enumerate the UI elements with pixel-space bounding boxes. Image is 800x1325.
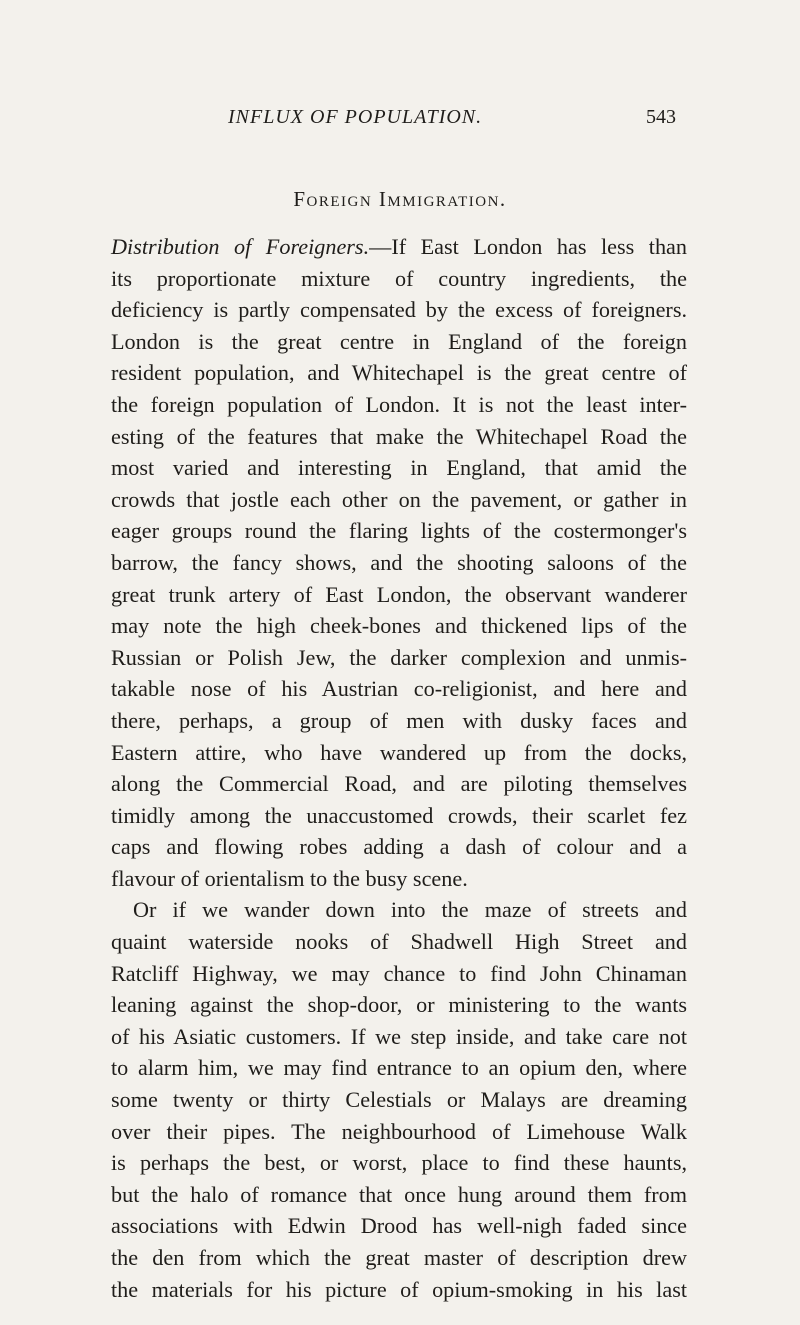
text-line: Distribution of Foreigners.—If East London has less than: [111, 234, 687, 259]
text-line: resident population, and Whitechapel is the great centre of: [111, 360, 687, 386]
text-line: its proportionate mixture of country ingredients, the: [111, 265, 687, 291]
text-line: Or if we wander down into the maze of streets and: [133, 897, 687, 923]
text-line: over their pipes. The neighbourhood of Limehouse Walk: [111, 1118, 687, 1144]
text-line: of his Asiatic customers. If we step inside, and take care not: [111, 1023, 687, 1049]
text-line: caps and flowing robes adding a dash of colour and a: [111, 834, 687, 860]
text-line: Eastern attire, who have wandered up from the docks,: [111, 739, 687, 765]
text-line: London is the great centre in England of the foreign: [111, 328, 687, 354]
text-line: along the Commercial Road, and are piloting themselves: [111, 771, 687, 797]
text-line: great trunk artery of East London, the observant wanderer: [111, 581, 687, 607]
text-line: the den from which the great master of description drew: [111, 1245, 687, 1270]
text-line: Ratcliff Highway, we may chance to find John Chinaman: [111, 960, 687, 986]
text-line: esting of the features that make the Whitechapel Road the: [111, 423, 687, 449]
body-text: [111, 231, 687, 1305]
text-line: timidly among the unaccustomed crowds, their scarlet fez: [111, 802, 687, 828]
text-line: most varied and interesting in England, that amid the: [111, 455, 687, 481]
text-line: takable nose of his Austrian co-religionist, and here and: [111, 676, 687, 702]
text-line: some twenty or thirty Celestials or Malays are dreaming: [111, 1087, 687, 1113]
text-line: barrow, the fancy shows, and the shooting saloons of the: [111, 549, 687, 575]
text-line: there, perhaps, a group of men with dusky faces and: [111, 707, 687, 733]
text-line: but the halo of romance that once hung around them from: [111, 1181, 687, 1207]
text-line: deficiency is partly compensated by the excess of foreigners.: [111, 297, 687, 323]
text-line: leaning against the shop-door, or ministering to the wants: [111, 992, 687, 1018]
text-line: Russian or Polish Jew, the darker complexion and unmis-: [111, 644, 687, 670]
text-line: to alarm him, we may find entrance to an opium den, where: [111, 1055, 687, 1081]
text-line: flavour of orientalism to the busy scene.: [111, 865, 468, 891]
section-title: Foreign Immigration.: [293, 187, 507, 211]
page-number: 543: [646, 106, 676, 128]
paragraph-lead: Distribution of Foreigners.: [111, 234, 370, 259]
running-title: INFLUX OF POPULATION.: [228, 106, 483, 128]
text-line: the materials for his picture of opium-smoking in his last: [111, 1276, 687, 1302]
text-line: associations with Edwin Drood has well-nigh faded since: [111, 1213, 687, 1239]
text-line: eager groups round the flaring lights of the costermonger's: [111, 518, 687, 544]
text-line: the foreign population of London. It is not the least inter-: [111, 391, 687, 417]
text-line: crowds that jostle each other on the pavement, or gather in: [111, 486, 687, 512]
text-line: may note the high cheek-bones and thickened lips of the: [111, 613, 687, 639]
text-line: quaint waterside nooks of Shadwell High Street and: [111, 929, 687, 955]
running-head: [0, 106, 800, 136]
text-line: is perhaps the best, or worst, place to find these haunts,: [111, 1150, 687, 1176]
